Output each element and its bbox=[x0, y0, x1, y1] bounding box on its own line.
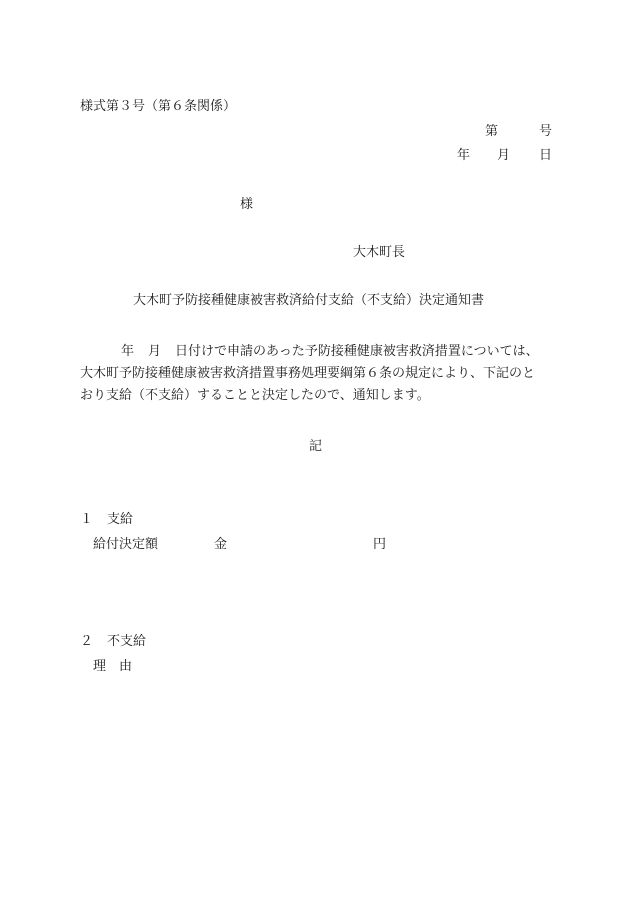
amount-label: 給付決定額 bbox=[93, 537, 159, 552]
ki-heading: 記 bbox=[309, 439, 323, 454]
reason-label: 理 由 bbox=[93, 659, 133, 674]
section-2-number: ２ bbox=[80, 634, 94, 649]
reference-dai: 第 bbox=[485, 124, 499, 139]
body-line-2: 大木町予防接種健康被害救済措置事務処理要綱第６条の規定により、下記のと bbox=[80, 366, 536, 381]
body-text bbox=[80, 341, 560, 407]
issuer: 大木町長 bbox=[353, 245, 406, 260]
date-month: 月 bbox=[497, 148, 511, 163]
date-day: 日 bbox=[539, 148, 553, 163]
body-date-month: 月 bbox=[148, 344, 162, 359]
body-line-1 bbox=[80, 341, 560, 363]
section-2-heading: 不支給 bbox=[107, 634, 147, 649]
addressee-suffix: 様 bbox=[240, 197, 254, 212]
form-label: 様式第３号（第６条関係） bbox=[80, 99, 237, 114]
section-1-number: １ bbox=[80, 512, 94, 527]
body-line-3: おり支給（不支給）することと決定したので、通知します。 bbox=[80, 388, 430, 403]
amount-kin: 金 bbox=[214, 537, 228, 552]
date-year: 年 bbox=[457, 148, 471, 163]
reference-go: 号 bbox=[539, 124, 553, 139]
section-1-heading: 支給 bbox=[107, 512, 134, 527]
body-line-1-text: 日付けで申請のあった予防接種健康被害救済措置については、 bbox=[175, 344, 539, 359]
document-title: 大木町予防接種健康被害救済給付支給（不支給）決定通知書 bbox=[133, 293, 485, 308]
body-date-year: 年 bbox=[121, 344, 135, 359]
amount-yen: 円 bbox=[373, 537, 387, 552]
